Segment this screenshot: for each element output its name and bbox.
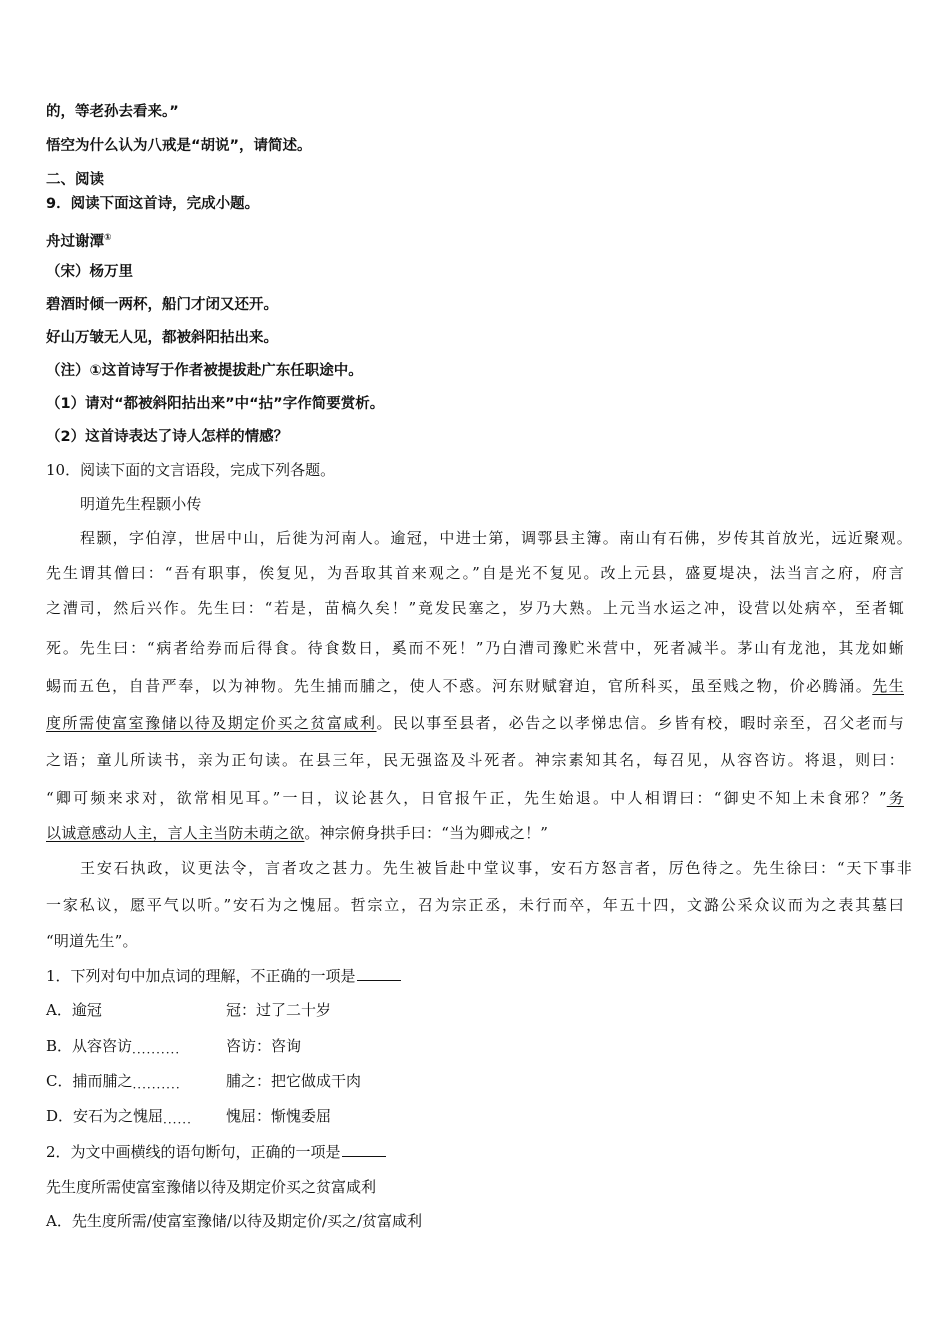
- question-8-prompt: 悟空为什么认为八戒是“胡说”，请简述。: [46, 138, 312, 154]
- underlined-sentence: 度所需使富室豫储以待及期定价买之贫富咸利: [46, 714, 377, 732]
- passage-title: 明道先生程颢小传: [80, 495, 202, 513]
- poem-title-text: 舟过谢潭: [46, 233, 104, 250]
- sub-question-1-text: 1．下列对句中加点词的理解，不正确的一项是: [46, 967, 356, 985]
- option-b-text: B．从容咨访: [46, 1037, 133, 1055]
- option-b: [46, 1036, 180, 1063]
- passage-line: [46, 788, 904, 808]
- question-9-2: （2）这首诗表达了诗人怎样的情感？: [46, 429, 289, 445]
- question-10-heading: 10．阅读下面的文言语段，完成下列各题。: [46, 461, 336, 479]
- answer-blank[interactable]: [342, 1142, 386, 1157]
- passage-line: 一家私议，愿平气以听。”安石为之愧屈。哲宗立，召为宗正丞，未行而卒，年五十四，文潞公采众议而为之表其墓曰: [46, 896, 904, 914]
- poem-author: （宋）杨万里: [46, 264, 133, 280]
- emphasis-dots: ······: [163, 1116, 192, 1130]
- passage-line: [46, 823, 548, 843]
- passage-line: [46, 676, 904, 696]
- emphasis-dots: ··········: [132, 1046, 181, 1060]
- question-9-heading: 9．阅读下面这首诗，完成小题。: [46, 196, 260, 212]
- passage-text: “卿可频来求对，欲常相见耳。”一日，议论甚久，日官报午正，先生始退。中人相谓曰：“御史不知上未食邪？”: [46, 789, 887, 807]
- option-a: A．逾冠: [46, 1001, 102, 1019]
- sub-question-2-text: 2．为文中画横线的语句断句，正确的一项是: [46, 1143, 341, 1161]
- option-c: [46, 1071, 181, 1098]
- underlined-sentence-start: 务: [886, 789, 904, 807]
- option-d: [46, 1106, 192, 1133]
- underlined-sentence: 以诚意感动人主，言人主当防未萌之欲: [46, 824, 305, 842]
- sub-question-2-option-a: A．先生度所需/使富室豫储/以待及期定价/买之/贫富咸利: [46, 1212, 423, 1230]
- passage-line: 王安石执政，议更法令，言者攻之甚力。先生被旨赴中堂议事，安石方怒言者，厉色待之。先生徐曰：“天下事非: [80, 859, 912, 877]
- poem-title: [46, 228, 112, 252]
- answer-blank[interactable]: [357, 966, 401, 981]
- poem-line-1: 碧酒时倾一两杯，船门才闭又还开。: [46, 297, 278, 313]
- sub-question-2-sentence: 先生度所需使富室豫储以待及期定价买之贫富咸利: [46, 1178, 377, 1196]
- sub-question-1: [46, 966, 401, 986]
- poem-title-footnote-mark: ①: [104, 233, 112, 243]
- passage-line: [46, 713, 904, 733]
- passage-text: 蜴而五色，自昔严奉，以为神物。先生捕而脯之，使人不惑。河东财赋窘迫，官所科买，虽至贱之物，价必腾涌。: [46, 677, 873, 695]
- passage-line: 之语；童儿所读书，亲为正句读。在县三年，民无强盗及斗死者。神宗素知其名，每召见，从容咨访。将退，则曰：: [46, 751, 904, 769]
- poem-note: （注）①这首诗写于作者被提拔赴广东任职途中。: [46, 363, 363, 379]
- question-9-1: （1）请对“都被斜阳拈出来”中“拈”字作简要赏析。: [46, 396, 385, 412]
- option-c-explanation: 脯之：把它做成干肉: [226, 1072, 362, 1090]
- poem-line-2: 好山万皱无人见，都被斜阳拈出来。: [46, 330, 278, 346]
- passage-line: 先生谓其僧曰：“吾有职事，俟复见，为吾取其首来观之。”自是光不复见。改上元县，盛夏堤决，法当言之府，府言: [46, 564, 904, 582]
- option-d-explanation: 愧屈：惭愧委屈: [226, 1107, 332, 1125]
- passage-line: 程颢，字伯淳，世居中山，后徙为河南人。逾冠，中进士第，调鄠县主簿。南山有石佛，岁传其首放光，远近聚观。: [80, 529, 912, 547]
- passage-line: 死。先生曰：“病者给券而后得食。待食数日，奚而不死！”乃白漕司豫贮米营中，死者减半。茅山有龙池，其龙如蜥: [46, 639, 904, 657]
- emphasis-dots: ··········: [132, 1081, 181, 1095]
- underlined-sentence-start: 先生: [872, 677, 904, 695]
- passage-text: 。神宗俯身拱手曰：“当为卿戒之！”: [304, 824, 549, 842]
- story-end-line: 的，等老孙去看来。”: [46, 104, 179, 120]
- sub-question-2: [46, 1142, 386, 1162]
- option-c-text: C．捕而脯之: [46, 1072, 133, 1090]
- option-d-text: D．安石为之愧屈: [46, 1107, 164, 1125]
- option-b-explanation: 咨访：咨询: [226, 1037, 302, 1055]
- passage-text: 。民以事至县者，必告之以孝悌忠信。乡皆有校，暇时亲至，召父老而与: [376, 714, 904, 732]
- passage-line: “明道先生”。: [46, 932, 138, 950]
- section-heading-reading: 二、阅读: [46, 172, 104, 188]
- passage-line: 之漕司，然后兴作。先生曰：“若是，苗槁久矣！”竟发民塞之，岁乃大熟。上元当水运之冲，设营以处病卒，至者辄: [46, 599, 904, 617]
- option-a-explanation: 冠：过了二十岁: [226, 1001, 332, 1019]
